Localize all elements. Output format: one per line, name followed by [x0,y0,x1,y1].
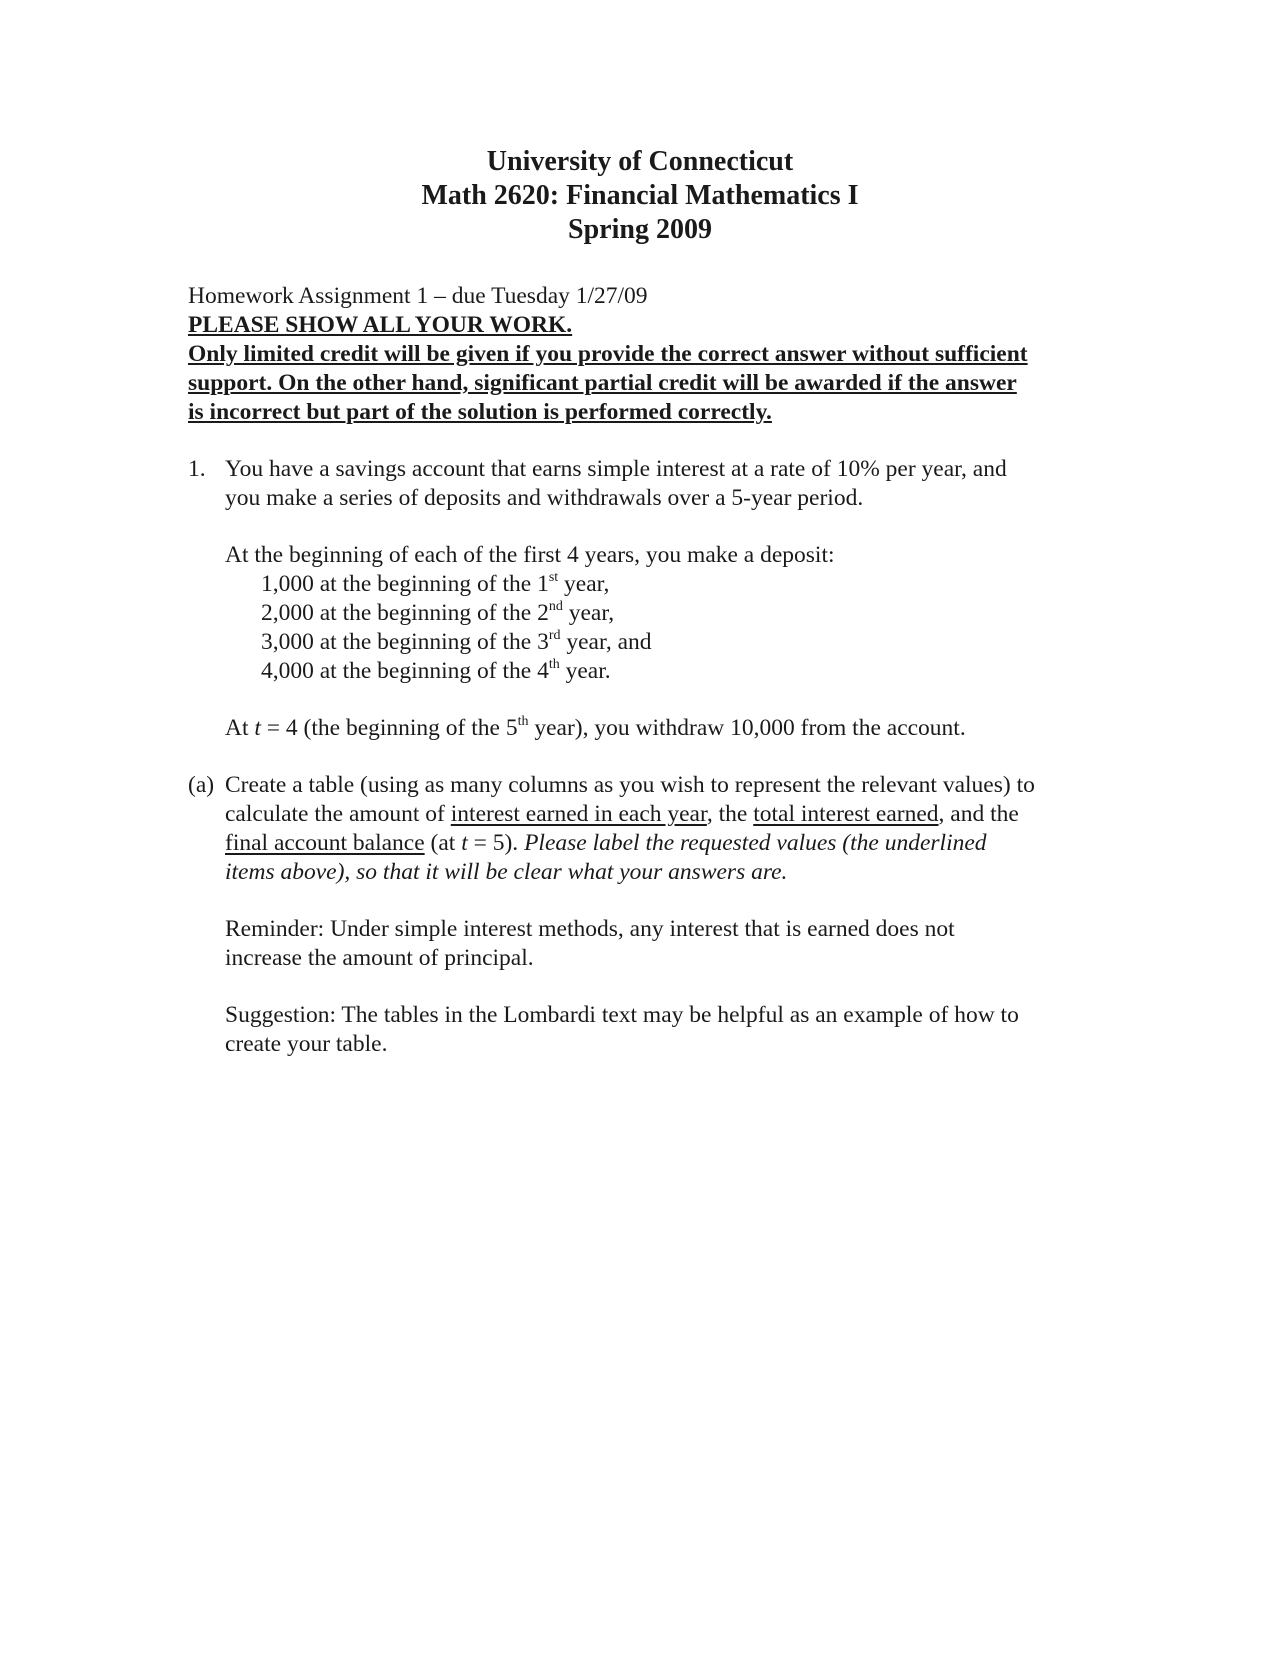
spacer [225,973,1088,1001]
credit-notice-line: is incorrect but part of the solution is performed correctly. [188,399,772,425]
problem-1 [188,455,1088,743]
deposit-text: year, and [560,629,652,655]
withdraw-line [225,714,1088,743]
problem-text-line: You have a savings account that earns simple interest at a rate of 10% per year, and [225,456,1007,482]
problem-number: 1. [188,456,206,482]
assignment-line: Homework Assignment 1 – due Tuesday 1/27/09 [188,283,648,309]
ordinal-suffix: nd [548,599,563,614]
plain-text: calculate the amount of [225,801,451,827]
show-work-notice: PLEASE SHOW ALL YOUR WORK. [188,312,573,338]
underlined-term: interest earned in each year [450,801,707,827]
deposit-item [261,599,1088,628]
suggestion-line: create your table. [225,1031,388,1057]
spacer [225,686,1088,714]
course-title: Math 2620: Financial Mathematics I [421,180,859,211]
italic-instruction: items above), so that it will be clear what your answers are. [225,859,788,885]
ordinal-suffix: th [517,714,529,729]
spacer [188,743,1088,771]
spacer [225,887,1088,915]
plain-text: , and the [938,801,1019,827]
ordinal-suffix: st [548,570,559,585]
reminder-line: increase the amount of principal. [225,945,534,971]
spacer [225,513,1088,541]
deposit-text: year, [558,571,610,597]
document-body [188,282,1088,1059]
suggestion-line: Suggestion: The tables in the Lombardi text may be helpful as an example of how to [225,1002,1019,1028]
underlined-term: total interest earned [753,801,939,827]
variable-t: t [461,830,468,856]
deposit-text: year. [559,658,611,684]
deposit-item [261,628,1088,657]
spacer [188,427,1088,455]
problem-body [225,455,1088,743]
variable-t: t [254,715,261,741]
withdraw-text: = 4 (the beginning of the 5 [260,715,518,741]
credit-notice-line: Only limited credit will be given if you provide the correct answer without sufficient [188,341,1028,367]
deposit-text: 1,000 at the beginning of the 1 [261,571,549,597]
deposit-text: 2,000 at the beginning of the 2 [261,600,549,626]
part-a [188,771,1088,1059]
withdraw-text: At [225,715,255,741]
document-header [0,145,1280,247]
deposit-list [225,570,1088,686]
withdraw-text: year), you withdraw 10,000 from the account. [528,715,966,741]
term-title: Spring 2009 [568,214,712,245]
part-a-body [225,771,1088,1059]
part-a-text-line [225,800,1088,829]
problem-text-line: you make a series of deposits and withdrawals over a 5-year period. [225,485,864,511]
part-label: (a) [188,772,215,798]
part-a-text-line [225,829,1088,858]
reminder-line: Reminder: Under simple interest methods, any interest that is earned does not [225,916,955,942]
ordinal-suffix: th [548,657,560,672]
plain-text: (at [424,830,462,856]
deposit-item [261,570,1088,599]
deposit-text: 3,000 at the beginning of the 3 [261,629,549,655]
italic-instruction: Please label the requested values (the underlined [524,830,987,856]
ordinal-suffix: rd [548,628,561,643]
credit-notice-line: support. On the other hand, significant partial credit will be awarded if the answer [188,370,1017,396]
deposit-item [261,657,1088,686]
deposit-intro: At the beginning of each of the first 4 years, you make a deposit: [225,542,835,568]
plain-text: , the [706,801,754,827]
deposit-text: year, [562,600,615,626]
part-a-text-line: Create a table (using as many columns as you wish to represent the relevant values) to [225,772,1035,798]
underlined-term: final account balance [225,830,425,856]
university-title: University of Connecticut [486,146,794,177]
plain-text: = 5). [467,830,525,856]
deposit-text: 4,000 at the beginning of the 4 [261,658,549,684]
